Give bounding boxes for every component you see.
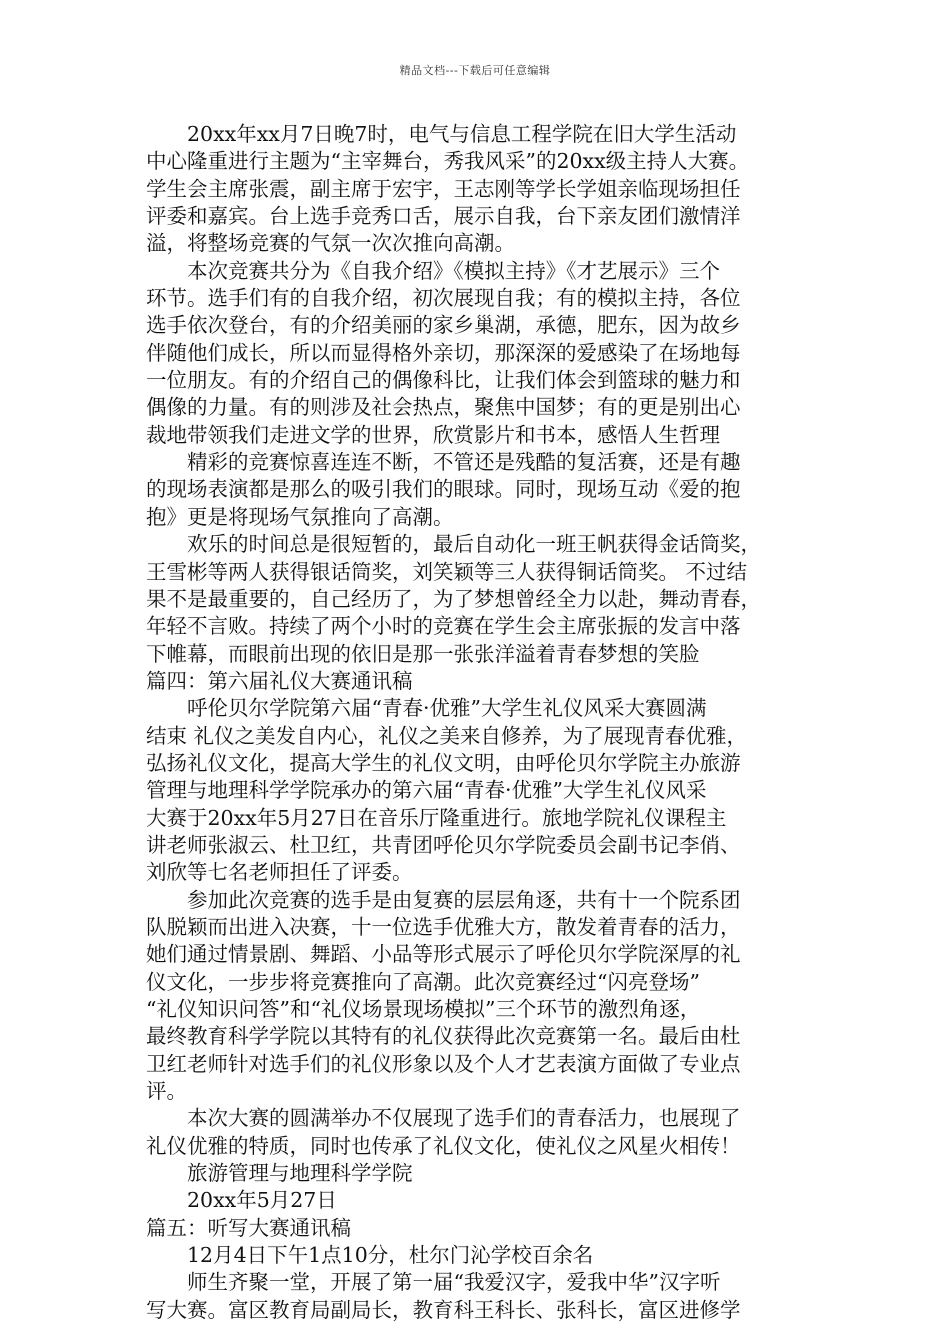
text-line: 篇四：第六届礼仪大赛通讯稿 — [146, 668, 413, 693]
text-line: 的现场表演都是那么的吸引我们的眼球。同时，现场互动《爱的抱 — [146, 477, 741, 502]
text-line: 本次竞赛共分为《自我介绍》《模拟主持》《才艺展示》三个 — [187, 258, 720, 283]
text-line: 欢乐的时间总是很短暂的，最后自动化一班王帆获得金话筒奖， — [187, 532, 761, 557]
text-line: 精彩的竞赛惊喜连连不断，不管还是残酷的复活赛，还是有趣 — [187, 450, 741, 475]
text-line: 学生会主席张震，副主席于宏宇，王志刚等学长学姐亲临现场担任 — [146, 176, 741, 201]
text-line: 师生齐聚一堂，开展了第一届“我爱汉字，爱我中华”汉字听 — [187, 1270, 721, 1295]
text-line: 偶像的力量。有的则涉及社会热点，聚焦中国梦；有的更是别出心 — [146, 395, 741, 420]
text-line: 12月4日下午1点10分，杜尔门沁学校百余名 — [187, 1243, 594, 1268]
text-line: 20xx年xx月7日晚7时，电气与信息工程学院在旧大学生活动 — [187, 122, 737, 146]
text-line: 溢，将整场竞赛的气氛一次次推向高潮。 — [146, 231, 515, 256]
text-line: 王雪彬等两人获得银话筒奖，刘笑颖等三人获得铜话筒奖。 不过结 — [146, 559, 748, 584]
text-line: 礼仪优雅的特质，同时也传承了礼仪文化，使礼仪之风星火相传！ — [146, 1133, 741, 1158]
text-line: 队脱颖而出进入决赛，十一位选手优雅大方，散发着青春的活力， — [146, 914, 741, 939]
text-line: 果不是最重要的，自己经历了，为了梦想曾经全力以赴，舞动青春， — [146, 586, 761, 611]
text-line: 结束 礼仪之美发自内心，礼仪之美来自修养，为了展现青春优雅， — [146, 723, 748, 748]
text-line: 下帷幕，而眼前出现的依旧是那一张张洋溢着青春梦想的笑脸 — [146, 641, 700, 666]
text-line: 裁地带领我们走进文学的世界，欣赏影片和书本，感悟人生哲理 — [146, 422, 720, 447]
page-header: 精品文档---下载后可任意编辑 — [399, 64, 551, 77]
text-line: 呼伦贝尔学院第六届“青春·优雅”大学生礼仪风采大赛圆满 — [187, 696, 707, 721]
text-line: 伴随他们成长，所以而显得格外亲切，那深深的爱感染了在场地每 — [146, 340, 741, 365]
text-line: “礼仪知识问答”和“礼仪场景现场模拟”三个环节的激烈角逐， — [146, 997, 701, 1021]
text-line: 中心隆重进行主题为“主宰舞台，秀我风采”的20xx级主持人大赛。 — [146, 149, 750, 174]
document-body — [146, 121, 822, 1324]
text-line: 选手依次登台，有的介绍美丽的家乡巢湖，承德，肥东，因为故乡 — [146, 313, 741, 338]
text-line: 她们通过情景剧、舞蹈、小品等形式展示了呼伦贝尔学院深厚的礼 — [146, 942, 741, 967]
text-line: 篇五：听写大赛通讯稿 — [146, 1215, 351, 1240]
text-line: 环节。选手们有的自我介绍，初次展现自我；有的模拟主持，各位 — [146, 286, 741, 311]
text-line: 本次大赛的圆满举办不仅展现了选手们的青春活力，也展现了 — [187, 1106, 741, 1131]
text-line: 最终教育科学学院以其特有的礼仪获得此次竞赛第一名。最后由杜 — [146, 1024, 741, 1049]
text-line: 管理与地理科学学院承办的第六届“青春·优雅”大学生礼仪风采 — [146, 778, 707, 803]
text-line: 一位朋友。有的介绍自己的偶像科比，让我们体会到篮球的魅力和 — [146, 368, 741, 393]
text-line: 写大赛。富区教育局副局长，教育科王科长、张科长，富区进修学 — [146, 1297, 741, 1322]
text-line: 弘扬礼仪文化，提高大学生的礼仪文明，由呼伦贝尔学院主办旅游 — [146, 750, 741, 775]
text-line: 年轻不言败。持续了两个小时的竞赛在学生会主席张振的发言中落 — [146, 614, 741, 639]
text-line: 评委和嘉宾。台上选手竞秀口舌，展示自我，台下亲友团们激情洋 — [146, 204, 741, 229]
text-line: 刘欣等七名老师担任了评委。 — [146, 860, 413, 885]
text-line: 卫红老师针对选手们的礼仪形象以及个人才艺表演方面做了专业点 — [146, 1051, 741, 1076]
text-line: 评。 — [146, 1079, 187, 1104]
text-line: 旅游管理与地理科学学院 — [187, 1161, 413, 1186]
text-line: 仪文化，一步步将竞赛推向了高潮。此次竞赛经过“闪亮登场” — [146, 969, 700, 994]
text-line: 讲老师张淑云、杜卫红，共青团呼伦贝尔学院委员会副书记李俏、 — [146, 832, 741, 857]
text-line: 大赛于20xx年5月27日在音乐厅隆重进行。旅地学院礼仪课程主 — [146, 805, 727, 830]
text-line: 参加此次竞赛的选手是由复赛的层层角逐，共有十一个院系团 — [187, 887, 741, 912]
text-line: 抱》更是将现场气氛推向了高潮。 — [146, 504, 454, 529]
text-line: 20xx年5月27日 — [187, 1188, 337, 1213]
